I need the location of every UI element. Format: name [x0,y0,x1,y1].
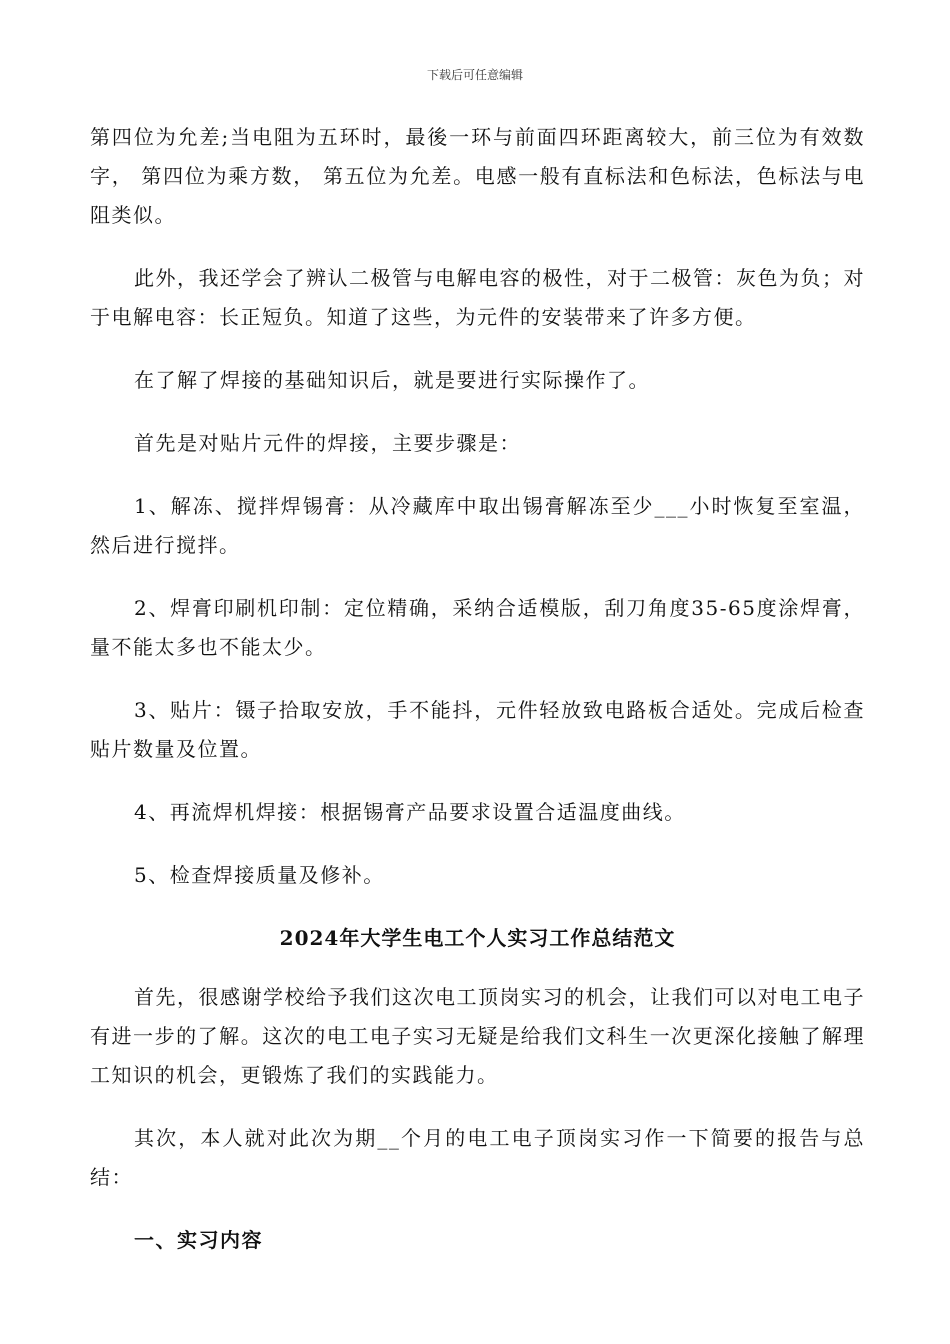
paragraph: 首先是对贴片元件的焊接，主要步骤是： [134,431,521,455]
document-body [90,118,865,1260]
paragraph: 在了解了焊接的基础知识后，就是要进行实际操作了。 [134,368,650,392]
paragraph: 此外，我还学会了辨认二极管与电解电容的极性，对于二极管：灰色为负；对于电解电容：长正短负。知道了这些，为元件的安装带来了许多方便。 [90,266,865,329]
list-item: 4、再流焊机焊接：根据锡膏产品要求设置合适温度曲线。 [134,800,686,824]
list-item: 3、贴片：镊子拾取安放，手不能抖，元件轻放致电路板合适处。完成后检查贴片数量及位置。 [90,698,865,761]
section-heading: 一、实习内容 [134,1228,263,1252]
paragraph: 第四位为允差;当电阻为五环时，最後一环与前面四环距离较大，前三位为有效数字， 第四位为乘方数， 第五位为允差。电感一般有直标法和色标法，色标法与电阻类似。 [90,125,865,227]
paragraph: 首先，很感谢学校给予我们这次电工顶岗实习的机会，让我们可以对电工电子有进一步的了解。这次的电工电子实习无疑是给我们文科生一次更深化接触了解理工知识的机会，更锻炼了我们的实践能力。 [90,985,865,1087]
paragraph: 其次，本人就对此次为期__个月的电工电子顶岗实习作一下简要的报告与总结： [90,1126,865,1189]
document-title: 2024年大学生电工个人实习工作总结范文 [279,926,676,950]
list-item: 2、焊膏印刷机印制：定位精确，采纳合适模版，刮刀角度35-65度涂焊膏，量不能太多也不能太少。 [90,596,865,659]
page-header: 下载后可任意编辑 [426,68,523,82]
list-item: 1、解冻、搅拌焊锡膏：从冷藏库中取出锡膏解冻至少___小时恢复至室温，然后进行搅拌。 [90,494,865,557]
list-item: 5、检查焊接质量及修补。 [134,863,385,887]
